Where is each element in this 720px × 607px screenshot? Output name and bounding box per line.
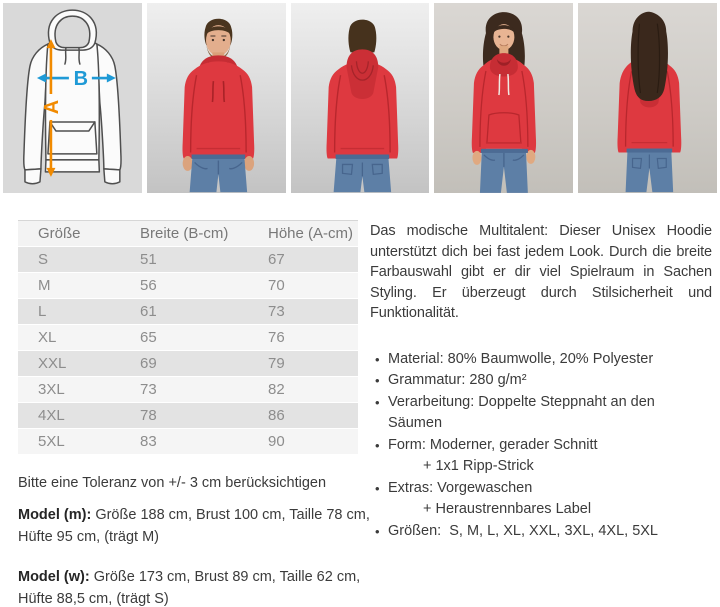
man-back-figure — [291, 3, 430, 193]
woman-front-photo — [434, 3, 573, 193]
spec-form-sub: + 1x1 Ripp-Strick — [423, 458, 534, 474]
width-value: 69 — [140, 355, 157, 372]
width-value: 73 — [140, 381, 157, 398]
height-value: 86 — [268, 407, 285, 424]
width-value: 83 — [140, 433, 157, 450]
table-row — [18, 299, 358, 324]
product-description — [370, 221, 712, 542]
size-label: M — [38, 277, 51, 294]
hoodie-measurement-diagram — [3, 3, 142, 193]
size-table — [18, 220, 358, 455]
table-row — [18, 273, 358, 298]
table-row — [18, 403, 358, 428]
col-header-breite: Breite (B-cm) — [140, 225, 229, 242]
model-w-note — [18, 566, 370, 607]
spec-extras-sub: + Heraustrennbares Label — [423, 501, 592, 517]
width-value: 65 — [140, 329, 157, 346]
size-diagram-image — [3, 3, 142, 193]
size-label: 3XL — [38, 381, 65, 398]
height-value: 90 — [268, 433, 285, 450]
width-value: 78 — [140, 407, 157, 424]
model-w-text: Größe 173 cm, Brust 89 cm, Taille 62 cm, Hüfte 88,5 cm, (trägt S) — [18, 569, 361, 607]
width-value: 56 — [140, 277, 157, 294]
width-value: 51 — [140, 251, 157, 268]
model-w-label: Model (w): — [18, 569, 90, 585]
woman-back-photo — [578, 3, 717, 193]
height-value: 67 — [268, 251, 285, 268]
model-m-note — [18, 504, 370, 548]
model-m-text: Größe 188 cm, Brust 100 cm, Taille 78 cm, Hüfte 95 cm, (trägt M) — [18, 507, 370, 545]
woman-back-figure — [578, 3, 717, 193]
col-header-groesse: Größe — [38, 225, 81, 242]
spec-grammatur: • Grammatur: 280 g/m² — [370, 370, 712, 392]
tolerance-note: Bitte eine Toleranz von +/- 3 cm berücksichtigen — [18, 475, 327, 491]
height-label: A — [40, 99, 63, 115]
model-m-label: Model (m): — [18, 507, 92, 523]
man-front-photo — [147, 3, 286, 193]
width-label: B — [73, 68, 89, 91]
height-value: 70 — [268, 277, 285, 294]
spec-groessen: • Größen: S, M, L, XL, XXL, 3XL, 4XL, 5XL — [370, 521, 712, 543]
product-image-gallery — [3, 3, 717, 193]
table-row — [18, 351, 358, 376]
size-label: S — [38, 251, 49, 268]
spec-verarbeitung: • Verarbeitung: Doppelte Steppnaht an den Säumen — [370, 392, 712, 435]
size-label: 4XL — [38, 407, 65, 424]
spec-extras: • Extras: Vorgewaschen — [370, 478, 712, 500]
table-row — [18, 325, 358, 350]
col-header-hoehe: Höhe (A-cm) — [268, 225, 354, 242]
spec-form: • Form: Moderner, gerader Schnitt — [370, 435, 712, 457]
table-row — [18, 377, 358, 402]
table-row — [18, 247, 358, 272]
height-value: 73 — [268, 303, 285, 320]
size-table-header — [18, 220, 358, 246]
description-intro: Das modische Multitalent: Dieser Unisex Hoodie unterstützt dich bei fast jedem Look. Durch die breite Farbauswahl gibt er dir viel Spielraum in Sachen Styling. Er überzeugt durch Stilsicherheit und Funktionalität. — [370, 223, 712, 321]
spec-material: • Material: 80% Baumwolle, 20% Polyester — [370, 349, 712, 371]
man-back-photo — [291, 3, 430, 193]
man-front-figure — [147, 3, 286, 193]
woman-front-figure — [434, 3, 573, 193]
width-value: 61 — [140, 303, 157, 320]
size-label: XL — [38, 329, 57, 346]
size-label: L — [38, 303, 47, 320]
size-label: XXL — [38, 355, 67, 372]
spec-list — [370, 349, 712, 543]
height-value: 79 — [268, 355, 285, 372]
height-value: 76 — [268, 329, 285, 346]
height-value: 82 — [268, 381, 285, 398]
table-row — [18, 429, 358, 454]
size-label: 5XL — [38, 433, 65, 450]
